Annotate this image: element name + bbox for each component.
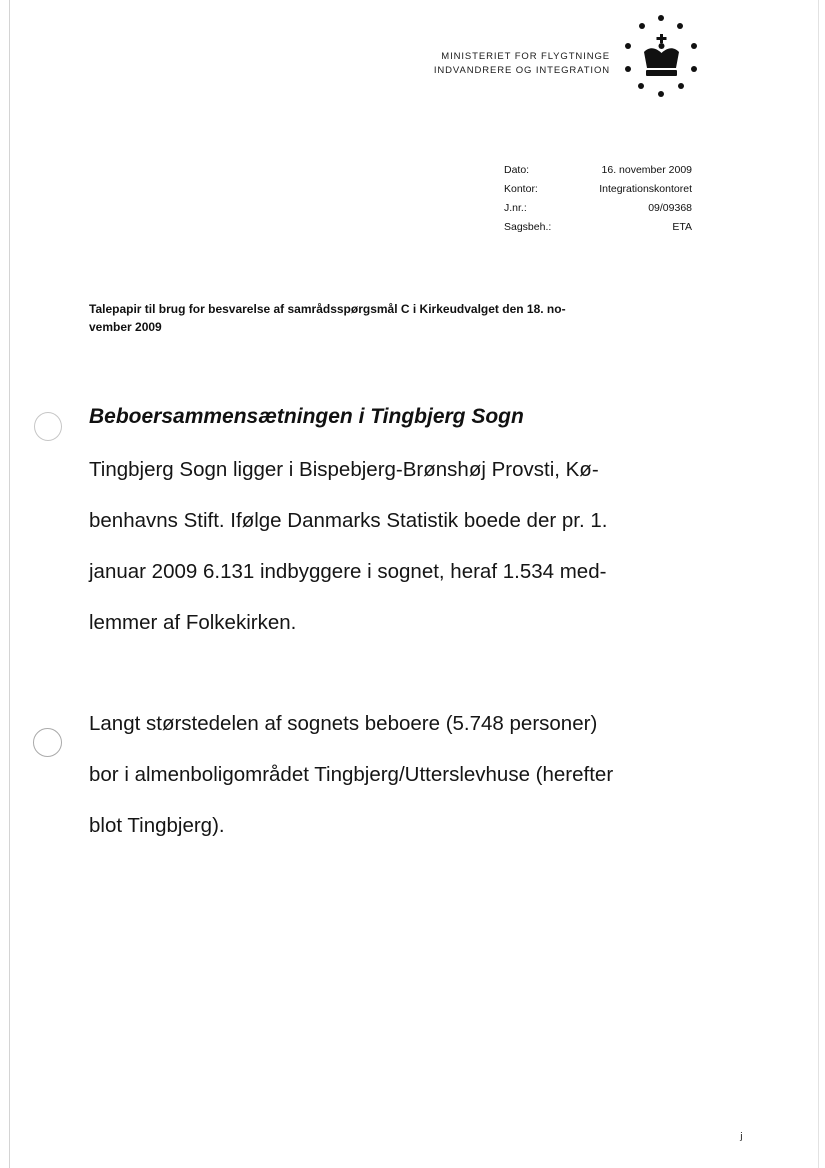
punch-hole-mark xyxy=(33,728,62,757)
meta-row-date xyxy=(504,161,692,180)
meta-label-caseworker: Sagsbeh.: xyxy=(504,221,552,233)
paragraph-2-line: Langt størstedelen af sognets beboere (5.748 personer) xyxy=(89,712,598,735)
paragraph-2-line: blot Tingbjerg). xyxy=(89,814,225,837)
paragraph-2 xyxy=(89,712,659,865)
scan-edge-left xyxy=(9,0,10,1168)
meta-value-office: Integrationskontoret xyxy=(599,183,692,195)
meta-label-office: Kontor: xyxy=(504,183,538,195)
paragraph-1-line: Tingbjerg Sogn ligger i Bispebjerg-Brønshøj Provsti, Kø- xyxy=(89,458,599,481)
ministry-name-line1: MINISTERIET FOR FLYGTNINGE xyxy=(441,51,610,62)
subject-line1: Talepapir til brug for besvarelse af samrådsspørgsmål C i Kirkeudvalget den 18. no- xyxy=(89,302,566,316)
paragraph-1-line: januar 2009 6.131 indbyggere i sognet, heraf 1.534 med- xyxy=(89,560,607,583)
scan-edge-right xyxy=(818,0,819,1168)
document-subject xyxy=(89,300,649,336)
crown-logo-icon xyxy=(610,12,705,102)
ministry-name-line2: INDVANDRERE OG INTEGRATION xyxy=(433,65,610,76)
section-heading: Beboersammensætningen i Tingbjerg Sogn xyxy=(89,405,524,428)
meta-value-caseworker: ETA xyxy=(672,221,692,233)
document-metadata xyxy=(504,161,692,237)
subject-line2: vember 2009 xyxy=(89,320,162,334)
meta-label-date: Dato: xyxy=(504,164,530,176)
punch-hole-mark xyxy=(34,412,62,441)
ministry-name xyxy=(420,50,610,78)
meta-label-journal: J.nr.: xyxy=(504,202,527,214)
paragraph-1 xyxy=(89,458,659,662)
meta-row-office xyxy=(504,180,692,199)
paragraph-1-line: benhavns Stift. Ifølge Danmarks Statistik boede der pr. 1. xyxy=(89,509,608,532)
meta-value-journal: 09/09368 xyxy=(648,202,692,214)
meta-value-date: 16. november 2009 xyxy=(601,164,692,176)
page-corner-mark-icon: ⱼ xyxy=(740,1126,743,1143)
paragraph-2-line: bor i almenboligområdet Tingbjerg/Utterslevhuse (herefter xyxy=(89,763,614,786)
meta-row-journal xyxy=(504,199,692,218)
meta-row-caseworker xyxy=(504,218,692,237)
paragraph-1-line: lemmer af Folkekirken. xyxy=(89,611,297,634)
